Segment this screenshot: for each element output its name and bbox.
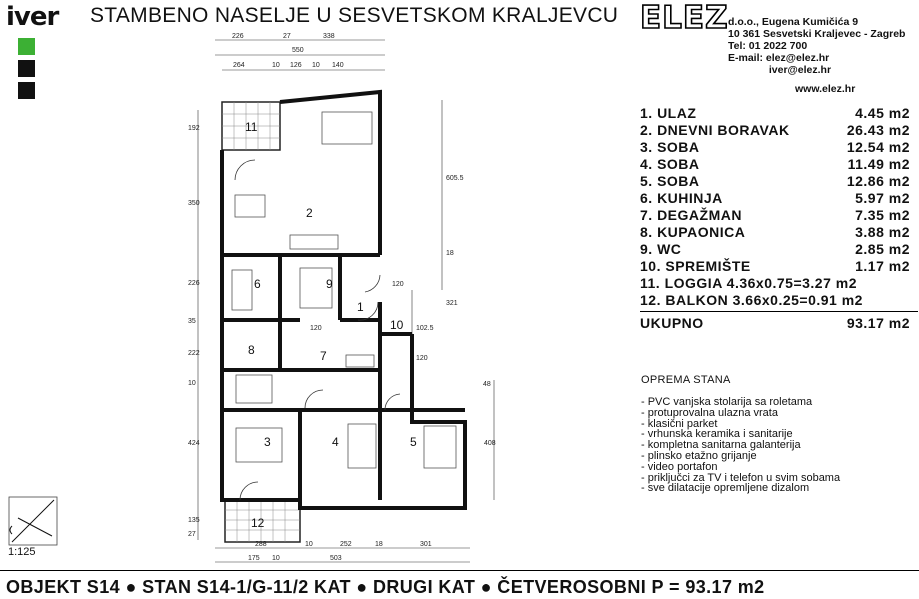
room-number: 9 — [326, 277, 333, 291]
equipment-item: - plinsko etažno grijanje — [641, 449, 757, 462]
room-area-table — [640, 105, 910, 309]
room-area: 1.17 m2 — [855, 258, 910, 274]
room-number: 2 — [306, 206, 313, 220]
room-area: 5.97 m2 — [855, 190, 910, 206]
dim-right: 48 — [483, 381, 491, 388]
room-number: 1 — [357, 300, 364, 314]
room-name: 3. SOBA — [640, 139, 700, 155]
dim-mid: 120 — [310, 325, 322, 332]
dim-top: 126 — [290, 62, 302, 69]
room-name: 7. DEGAŽMAN — [640, 207, 742, 223]
dim-left: 10 — [188, 380, 196, 387]
dim-top: 226 — [232, 33, 244, 40]
room-row — [640, 207, 910, 224]
room-area: 4.45 m2 — [855, 105, 910, 121]
footer-divider — [0, 570, 919, 571]
room-row — [640, 275, 910, 292]
room-name: 8. KUPAONICA — [640, 224, 746, 240]
room-row — [640, 292, 910, 309]
dim-top: 550 — [292, 47, 304, 54]
room-row — [640, 190, 910, 207]
room-row — [640, 156, 910, 173]
dim-bottom: 10 — [305, 541, 313, 548]
dim-bottom: 10 — [272, 555, 280, 562]
equipment-item: - priključci za TV i telefon u svim sobama — [641, 471, 841, 484]
equipment-list — [641, 397, 840, 494]
room-number: 6 — [254, 277, 261, 291]
room-area: 2.85 m2 — [855, 241, 910, 257]
equipment-item: - protuprovalna ulazna vrata — [641, 406, 778, 419]
room-number: 7 — [320, 349, 327, 363]
company-website: www.elez.hr — [795, 83, 856, 95]
dim-left: 35 — [188, 318, 196, 325]
dim-top: 338 — [323, 33, 335, 40]
room-number: 4 — [332, 435, 339, 449]
dim-right: 18 — [446, 250, 454, 257]
dim-top: 10 — [312, 62, 320, 69]
room-area: 3.88 m2 — [855, 224, 910, 240]
dim-bottom: 301 — [420, 541, 432, 548]
dim-left: 350 — [188, 200, 200, 207]
furniture — [232, 112, 456, 468]
dim-right: 102.5 — [416, 325, 434, 332]
room-row — [640, 258, 910, 275]
total-label: UKUPNO — [640, 315, 704, 331]
dim-top: 27 — [283, 33, 291, 40]
company-email-2: iver@elez.hr — [768, 64, 832, 76]
equipment-item: - sve dilatacije opremljene dizalom — [641, 482, 810, 495]
equipment-item: - vrhunska keramika i sanitarije — [641, 428, 793, 441]
room-row — [640, 105, 910, 122]
footer-title: OBJEKT S14 ● STAN S14-1/G-11/2 KAT ● DRUGI KAT ● ČETVEROSOBNI P = 93.17 m2 — [6, 577, 765, 597]
room-name: 11. LOGGIA 4.36x0.75=3.27 m2 — [640, 275, 857, 291]
elez-logo: ELEZ — [640, 0, 729, 36]
room-name: 10. SPREMIŠTE — [640, 258, 751, 274]
floor-plan — [0, 30, 520, 570]
dim-left: 192 — [188, 125, 200, 132]
room-name: 6. KUHINJA — [640, 190, 723, 206]
room-number: 11 — [245, 120, 258, 134]
room-area: 12.86 m2 — [846, 173, 910, 189]
dim-left: 135 — [188, 517, 200, 524]
room-number: 8 — [248, 343, 255, 357]
dim-top: 264 — [233, 62, 245, 69]
project-title: STAMBENO NASELJE U SESVETSKOM KRALJEVCU — [90, 4, 619, 27]
room-area: 12.54 m2 — [846, 139, 910, 155]
room-number: 5 — [410, 435, 417, 449]
dim-bottom: 503 — [330, 555, 342, 562]
dim-top: 10 — [272, 62, 280, 69]
walls — [222, 92, 465, 508]
iver-logo: iver — [6, 2, 59, 32]
company-phone: Tel: 01 2022 700 — [728, 40, 808, 52]
room-name: 9. WC — [640, 241, 682, 257]
room-row — [640, 241, 910, 258]
dim-bottom: 18 — [375, 541, 383, 548]
room-area: 11.49 m2 — [847, 156, 910, 172]
room-number: 10 — [390, 318, 404, 332]
room-name: 2. DNEVNI BORAVAK — [640, 122, 790, 138]
room-numbers — [245, 120, 417, 530]
room-name: 5. SOBA — [640, 173, 700, 189]
room-row — [640, 122, 910, 139]
dim-left: 27 — [188, 531, 196, 538]
dim-bottom: 288 — [255, 541, 267, 548]
dim-left: 226 — [188, 280, 200, 287]
company-city: 10 361 Sesvetski Kraljevec - Zagreb — [728, 28, 906, 40]
room-row — [640, 224, 910, 241]
dim-left: 424 — [188, 440, 200, 447]
dim-right: 120 — [416, 355, 428, 362]
dim-right: 120 — [392, 281, 404, 288]
dim-bottom: 252 — [340, 541, 352, 548]
room-row — [640, 139, 910, 156]
room-name: 1. ULAZ — [640, 105, 697, 121]
company-email: E-mail: elez@elez.hr — [728, 52, 830, 64]
room-name: 12. BALKON 3.66x0.25=0.91 m2 — [640, 292, 863, 308]
scale-label: 1:125 — [8, 546, 36, 558]
dim-bottom: 175 — [248, 555, 260, 562]
room-area: 26.43 m2 — [846, 122, 910, 138]
company-info — [728, 16, 905, 76]
total-area: 93.17 m2 — [846, 315, 910, 331]
equipment-item: - klasični parket — [641, 417, 718, 430]
north-arrow-icon — [8, 496, 58, 546]
total-divider — [640, 311, 918, 312]
room-row — [640, 173, 910, 190]
equipment-title: OPREMA STANA — [641, 374, 731, 386]
equipment-item: - kompletna sanitarna galanterija — [641, 439, 801, 452]
dim-right: 321 — [446, 300, 458, 307]
dim-right: 605.5 — [446, 175, 464, 182]
dim-top: 140 — [332, 62, 344, 69]
dim-right: 408 — [484, 440, 496, 447]
room-area: 7.35 m2 — [855, 207, 910, 223]
company-address: d.o.o., Eugena Kumičića 9 — [728, 16, 859, 28]
room-number: 3 — [264, 435, 271, 449]
total-row — [640, 315, 910, 331]
room-name: 4. SOBA — [640, 156, 700, 172]
room-number: 12 — [251, 516, 265, 530]
equipment-item: - PVC vanjska stolarija sa roletama — [641, 396, 813, 408]
dim-left: 222 — [188, 350, 200, 357]
equipment-item: - video portafon — [641, 460, 718, 473]
